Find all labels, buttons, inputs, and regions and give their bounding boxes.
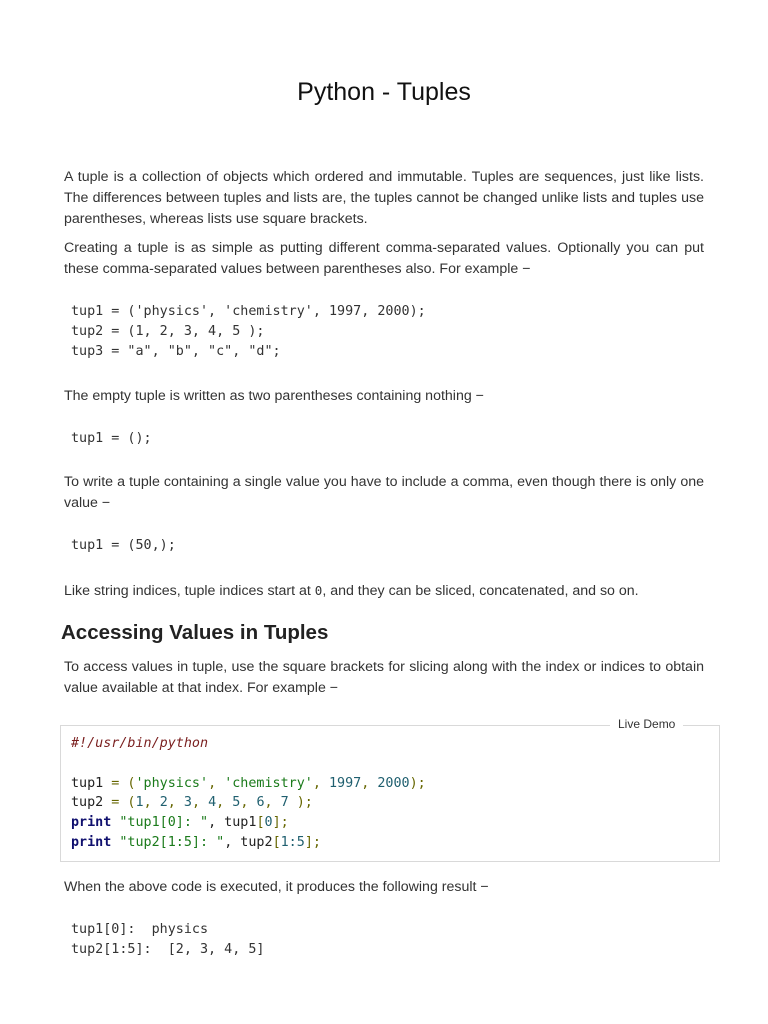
code-token: );	[409, 775, 426, 791]
code-token: 3	[183, 795, 192, 811]
code-token: ,	[191, 795, 209, 811]
code-token: 2	[159, 795, 168, 811]
code-line-3	[71, 813, 426, 833]
indices-text-before: Like string indices, tuple indices start at	[64, 583, 315, 599]
code-line-shebang	[71, 734, 426, 754]
indices-paragraph	[64, 580, 704, 602]
tuple-example-code: tup1 = ('physics', 'chemistry', 1997, 2000); tup2 = (1, 2, 3, 4, 5 ); tup3 = "a", "b", "c", "d";	[71, 304, 426, 359]
code-token: );	[288, 795, 313, 811]
code-token: ,	[143, 795, 160, 811]
code-keyword: print	[71, 815, 112, 831]
code-token: = (	[103, 775, 136, 791]
code-token: 5	[232, 795, 241, 811]
inline-code-zero: 0	[314, 583, 323, 598]
code-token: "tup2[1:5]: "	[111, 834, 225, 850]
code-token: 1997	[329, 775, 362, 791]
code-token: ,	[208, 775, 225, 791]
section-heading: Accessing Values in Tuples	[61, 621, 329, 644]
code-comment: #!/usr/bin/python	[71, 736, 209, 751]
indices-text-after: , and they can be sliced, concatenated, and so on.	[322, 583, 639, 599]
code-token: 2000	[377, 775, 410, 791]
single-value-code: tup1 = (50,);	[71, 538, 176, 553]
code-token: ,	[264, 795, 281, 811]
intro-paragraph: A tuple is a collection of objects which ordered and immutable. Tuples are sequences, just like lists. The differences between tuples and lists are, the tuples cannot be changed unlike lists and tuples use parentheses, whereas lists use square brackets.	[64, 169, 704, 227]
code-token: tup1	[71, 775, 104, 791]
code-token: 7	[280, 795, 289, 811]
demo-code-block	[71, 734, 426, 853]
code-token: 6	[256, 795, 265, 811]
code-token: 'chemistry'	[224, 775, 313, 791]
code-token: ,	[312, 775, 329, 791]
empty-tuple-code: tup1 = ();	[71, 431, 152, 446]
code-line-4	[71, 833, 426, 853]
code-token: "tup1[0]: "	[111, 815, 209, 831]
code-line-2	[71, 793, 426, 813]
code-token: ];	[304, 834, 321, 850]
page-title: Python - Tuples	[297, 78, 471, 106]
code-keyword: print	[71, 834, 112, 850]
code-token: tup2	[71, 795, 104, 811]
code-token: , tup1	[208, 815, 257, 831]
code-token: 1	[135, 795, 144, 811]
code-token: = (	[103, 795, 136, 811]
code-line-blank	[71, 754, 426, 774]
output-code: tup1[0]: physics tup2[1:5]: [2, 3, 4, 5]	[71, 922, 265, 957]
single-value-paragraph: To write a tuple containing a single value you have to include a comma, even though there is only one value −	[64, 474, 704, 511]
empty-tuple-paragraph: The empty tuple is written as two parentheses containing nothing −	[64, 388, 484, 404]
code-token: [	[256, 815, 265, 831]
code-token: , tup2	[224, 834, 273, 850]
accessing-paragraph: To access values in tuple, use the square brackets for slicing along with the index or indices to obtain value available at that index. For example −	[64, 659, 704, 696]
code-token: 1:5	[280, 834, 305, 850]
code-token: 0	[264, 815, 273, 831]
code-token: ,	[240, 795, 257, 811]
code-token: ,	[167, 795, 184, 811]
live-demo-link[interactable]: Live Demo	[610, 716, 683, 732]
code-token: ,	[216, 795, 233, 811]
code-token: [	[272, 834, 281, 850]
code-token: ];	[272, 815, 289, 831]
code-token: 4	[208, 795, 217, 811]
creating-tuple-paragraph: Creating a tuple is as simple as putting different comma-separated values. Optionally you can put these comma-separated values between parentheses also. For example −	[64, 240, 704, 277]
code-token: ,	[361, 775, 378, 791]
code-line-1	[71, 774, 426, 794]
result-paragraph: When the above code is executed, it produces the following result −	[64, 879, 489, 895]
code-token: 'physics'	[135, 775, 209, 791]
